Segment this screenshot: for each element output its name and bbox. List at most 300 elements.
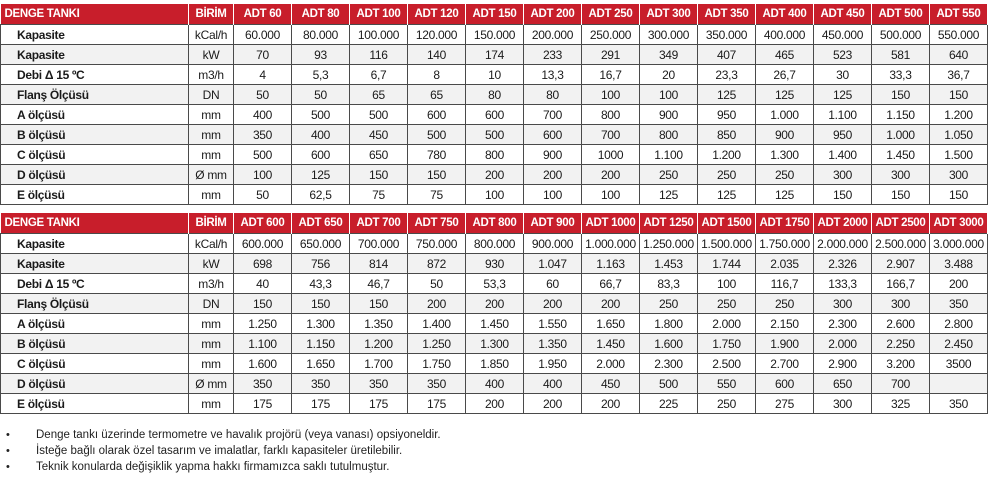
spec-table-2	[0, 213, 988, 414]
table-cell: 400	[524, 374, 582, 394]
table-cell: 2.000	[698, 314, 756, 334]
table-cell: 2.600	[872, 314, 930, 334]
table-cell: 200	[466, 165, 524, 185]
table-cell: 150	[930, 185, 988, 205]
table-cell: 100	[698, 274, 756, 294]
table-cell: 200.000	[524, 25, 582, 45]
row-label: Kapasite	[1, 234, 189, 254]
table-cell: 1.350	[350, 314, 408, 334]
row-label: Flanş Ölçüsü	[1, 294, 189, 314]
row-label: D ölçüsü	[1, 374, 189, 394]
table-cell: 250	[756, 294, 814, 314]
table-cell: 350	[234, 374, 292, 394]
table-cell: 850	[698, 125, 756, 145]
row-label: Kapasite	[1, 25, 189, 45]
bullet-icon: •	[6, 461, 10, 473]
table-cell: 2.907	[872, 254, 930, 274]
table-row	[1, 145, 988, 165]
table-cell: 450.000	[814, 25, 872, 45]
table-cell: 250	[698, 165, 756, 185]
table-cell: 1.200	[930, 105, 988, 125]
table-cell: 2.000	[582, 354, 640, 374]
table-cell: 150	[872, 85, 930, 105]
table-cell: 3500	[930, 354, 988, 374]
table-cell: 125	[814, 85, 872, 105]
row-label: A ölçüsü	[1, 314, 189, 334]
bullet-icon: •	[6, 445, 10, 457]
table-row	[1, 334, 988, 354]
table-cell: 250	[698, 394, 756, 414]
table-cell: 1.250	[234, 314, 292, 334]
model-header: ADT 1500	[698, 213, 756, 234]
table-cell: 900	[756, 125, 814, 145]
table-cell: 60	[524, 274, 582, 294]
table-cell: 3.000.000	[930, 234, 988, 254]
table-cell: 700	[524, 105, 582, 125]
row-unit: mm	[189, 185, 234, 205]
table-row	[1, 394, 988, 414]
unit-header: BİRİM	[189, 4, 234, 25]
header-row	[1, 213, 988, 234]
table-cell: 250.000	[582, 25, 640, 45]
table-cell: 550.000	[930, 25, 988, 45]
model-header: ADT 120	[408, 4, 466, 25]
table-cell: 450	[350, 125, 408, 145]
table-cell: 150	[292, 294, 350, 314]
table-cell: 80	[524, 85, 582, 105]
table-cell: 125	[698, 185, 756, 205]
row-label: B ölçüsü	[1, 125, 189, 145]
model-header: ADT 650	[292, 213, 350, 234]
model-header: ADT 100	[350, 4, 408, 25]
table-cell: 20	[640, 65, 698, 85]
table-cell: 1.750.000	[756, 234, 814, 254]
row-unit: mm	[189, 354, 234, 374]
table-cell: 150	[350, 294, 408, 314]
table-cell: 2.500.000	[872, 234, 930, 254]
table-cell: 780	[408, 145, 466, 165]
model-header: ADT 200	[524, 4, 582, 25]
row-unit: kCal/h	[189, 234, 234, 254]
table-cell: 1.900	[756, 334, 814, 354]
table-cell: 698	[234, 254, 292, 274]
table-cell: 50	[408, 274, 466, 294]
table-cell: 500	[408, 125, 466, 145]
table-cell: 116	[350, 45, 408, 65]
row-unit: mm	[189, 314, 234, 334]
table-cell: 125	[756, 85, 814, 105]
table-cell: 650.000	[292, 234, 350, 254]
row-unit: mm	[189, 125, 234, 145]
table-cell: 1.000.000	[582, 234, 640, 254]
table-cell: 1.100	[814, 105, 872, 125]
table-cell: 950	[814, 125, 872, 145]
table-cell: 66,7	[582, 274, 640, 294]
model-header: ADT 550	[930, 4, 988, 25]
table-cell: 1.300	[756, 145, 814, 165]
table-cell: 250	[640, 165, 698, 185]
table-cell: 814	[350, 254, 408, 274]
table-cell: 400	[234, 105, 292, 125]
table-cell: 175	[234, 394, 292, 414]
unit-header: BİRİM	[189, 213, 234, 234]
model-header: ADT 500	[872, 4, 930, 25]
table-cell: 175	[292, 394, 350, 414]
model-header: ADT 450	[814, 4, 872, 25]
table-cell: 650	[814, 374, 872, 394]
table-cell: 200	[466, 394, 524, 414]
table-cell: 1.650	[582, 314, 640, 334]
table-cell: 640	[930, 45, 988, 65]
table-cell: 275	[756, 394, 814, 414]
table-cell: 43,3	[292, 274, 350, 294]
row-label: A ölçüsü	[1, 105, 189, 125]
table-cell: 500	[466, 125, 524, 145]
table-cell: 250	[756, 165, 814, 185]
table-cell: 16,7	[582, 65, 640, 85]
table-cell: 125	[698, 85, 756, 105]
model-header: ADT 600	[234, 213, 292, 234]
table-cell: 500	[350, 105, 408, 125]
model-header: ADT 3000	[930, 213, 988, 234]
table-cell: 1.450	[582, 334, 640, 354]
model-header: ADT 2000	[814, 213, 872, 234]
table-cell: 200	[582, 165, 640, 185]
table-cell: 500	[292, 105, 350, 125]
table-cell: 174	[466, 45, 524, 65]
model-header: ADT 350	[698, 4, 756, 25]
table-cell: 60.000	[234, 25, 292, 45]
table-cell: 125	[292, 165, 350, 185]
table-cell: 26,7	[756, 65, 814, 85]
table-cell: 900.000	[524, 234, 582, 254]
row-unit: kCal/h	[189, 25, 234, 45]
row-unit: kW	[189, 45, 234, 65]
table-cell: 10	[466, 65, 524, 85]
table-row	[1, 85, 988, 105]
table-cell: 80.000	[292, 25, 350, 45]
table-cell: 700.000	[350, 234, 408, 254]
table-cell: 6,7	[350, 65, 408, 85]
model-header: ADT 750	[408, 213, 466, 234]
table-row	[1, 234, 988, 254]
table-header	[1, 213, 988, 234]
table-cell: 2.450	[930, 334, 988, 354]
table-row	[1, 105, 988, 125]
table-cell: 800	[640, 125, 698, 145]
table-cell: 75	[350, 185, 408, 205]
table-cell: 500.000	[872, 25, 930, 45]
table-row	[1, 25, 988, 45]
table-cell: 1.150	[872, 105, 930, 125]
table-cell: 350	[292, 374, 350, 394]
table-cell: 600	[408, 105, 466, 125]
table-cell: 200	[582, 294, 640, 314]
table-cell: 150	[930, 85, 988, 105]
table-cell: 150	[408, 165, 466, 185]
table-cell: 1.400	[814, 145, 872, 165]
table-cell: 100	[524, 185, 582, 205]
table-row	[1, 125, 988, 145]
model-header: ADT 400	[756, 4, 814, 25]
model-header: ADT 1000	[582, 213, 640, 234]
table-cell: 250	[698, 294, 756, 314]
model-header: ADT 800	[466, 213, 524, 234]
table-cell: 1.047	[524, 254, 582, 274]
table-cell: 1.453	[640, 254, 698, 274]
model-header: ADT 60	[234, 4, 292, 25]
table-cell: 1.100	[640, 145, 698, 165]
table-cell: 200	[524, 165, 582, 185]
table-cell: 1.300	[466, 334, 524, 354]
table-cell: 2.035	[756, 254, 814, 274]
table-row	[1, 65, 988, 85]
table-cell: 40	[234, 274, 292, 294]
table-cell: 300	[872, 294, 930, 314]
table-cell: 1.750	[408, 354, 466, 374]
table-cell: 2.250	[872, 334, 930, 354]
table-cell: 50	[234, 185, 292, 205]
table-cell: 1.000	[756, 105, 814, 125]
table-cell: 2.500	[698, 354, 756, 374]
table-cell: 581	[872, 45, 930, 65]
row-label: E ölçüsü	[1, 394, 189, 414]
table-cell: 300	[814, 165, 872, 185]
row-label: Kapasite	[1, 254, 189, 274]
table-cell: 349	[640, 45, 698, 65]
table-cell: 800.000	[466, 234, 524, 254]
table-cell: 5,3	[292, 65, 350, 85]
table-cell: 400	[466, 374, 524, 394]
table-cell: 1.400	[408, 314, 466, 334]
table-cell: 400.000	[756, 25, 814, 45]
table-cell: 1000	[582, 145, 640, 165]
table-title: DENGE TANKI	[1, 213, 189, 234]
row-label: D ölçüsü	[1, 165, 189, 185]
note-text: Teknik konularda değişiklik yapma hakkı firmamızca saklı tutulmuştur.	[36, 461, 390, 473]
table-cell: 1.500.000	[698, 234, 756, 254]
table-row	[1, 354, 988, 374]
table-cell: 1.700	[350, 354, 408, 374]
model-header: ADT 1750	[756, 213, 814, 234]
table-cell: 2.300	[640, 354, 698, 374]
table-cell: 1.100	[234, 334, 292, 354]
table-row	[1, 294, 988, 314]
row-unit: mm	[189, 334, 234, 354]
table-cell: 1.350	[524, 334, 582, 354]
table-cell: 1.950	[524, 354, 582, 374]
table-cell: 150	[234, 294, 292, 314]
table-cell: 100	[466, 185, 524, 205]
table-cell: 50	[292, 85, 350, 105]
notes-list	[6, 427, 441, 475]
table-cell: 233	[524, 45, 582, 65]
table-cell: 2.900	[814, 354, 872, 374]
table-cell: 2.326	[814, 254, 872, 274]
table-cell: 200	[582, 394, 640, 414]
row-unit: Ø mm	[189, 165, 234, 185]
row-label: C ölçüsü	[1, 354, 189, 374]
table-cell: 300	[814, 394, 872, 414]
row-label: Debi Δ 15 ºC	[1, 65, 189, 85]
table-cell: 465	[756, 45, 814, 65]
table-cell: 4	[234, 65, 292, 85]
table-cell: 400	[292, 125, 350, 145]
table-cell: 2.150	[756, 314, 814, 334]
note-item	[6, 443, 441, 459]
table-cell: 100	[640, 85, 698, 105]
table-cell: 250	[640, 294, 698, 314]
table-cell: 350	[930, 394, 988, 414]
table-row	[1, 274, 988, 294]
table-cell: 600	[466, 105, 524, 125]
table-cell-empty	[930, 374, 988, 394]
table-row	[1, 45, 988, 65]
row-label: C ölçüsü	[1, 145, 189, 165]
table-cell: 100	[582, 85, 640, 105]
table-cell: 1.000	[872, 125, 930, 145]
table-cell: 150	[814, 185, 872, 205]
table-cell: 1.250	[408, 334, 466, 354]
table-cell: 1.750	[698, 334, 756, 354]
table-row	[1, 374, 988, 394]
table-cell: 350	[234, 125, 292, 145]
table-cell: 13,3	[524, 65, 582, 85]
table-cell: 100	[582, 185, 640, 205]
table-cell: 1.500	[930, 145, 988, 165]
table-cell: 300	[814, 294, 872, 314]
table-row	[1, 185, 988, 205]
table-cell: 23,3	[698, 65, 756, 85]
table-cell: 600	[756, 374, 814, 394]
row-unit: Ø mm	[189, 374, 234, 394]
model-header: ADT 300	[640, 4, 698, 25]
table-cell: 200	[524, 294, 582, 314]
table-row	[1, 314, 988, 334]
table-cell: 200	[930, 274, 988, 294]
table-cell: 1.050	[930, 125, 988, 145]
table-cell: 175	[350, 394, 408, 414]
table-header	[1, 4, 988, 25]
table-cell: 125	[640, 185, 698, 205]
table-cell: 600	[292, 145, 350, 165]
row-label: Flanş Ölçüsü	[1, 85, 189, 105]
table-cell: 872	[408, 254, 466, 274]
row-unit: DN	[189, 85, 234, 105]
table-cell: 550	[698, 374, 756, 394]
table-cell: 1.600	[234, 354, 292, 374]
table-cell: 450	[582, 374, 640, 394]
model-header: ADT 150	[466, 4, 524, 25]
table-cell: 93	[292, 45, 350, 65]
table-cell: 756	[292, 254, 350, 274]
row-label: Kapasite	[1, 45, 189, 65]
row-unit: mm	[189, 105, 234, 125]
table-cell: 291	[582, 45, 640, 65]
table-cell: 100.000	[350, 25, 408, 45]
table-cell: 140	[408, 45, 466, 65]
table-cell: 65	[408, 85, 466, 105]
table-cell: 225	[640, 394, 698, 414]
note-text: Denge tankı üzerinde termometre ve havalık projörü (veya vanası) opsiyoneldir.	[36, 429, 441, 441]
table-cell: 600.000	[234, 234, 292, 254]
table-cell: 2.000.000	[814, 234, 872, 254]
table-cell: 166,7	[872, 274, 930, 294]
table-body	[1, 234, 988, 414]
table-cell: 700	[582, 125, 640, 145]
table-row	[1, 165, 988, 185]
row-unit: mm	[189, 394, 234, 414]
model-header: ADT 700	[350, 213, 408, 234]
table-cell: 150	[872, 185, 930, 205]
table-cell: 8	[408, 65, 466, 85]
table-cell: 100	[234, 165, 292, 185]
table-cell: 650	[350, 145, 408, 165]
model-header: ADT 900	[524, 213, 582, 234]
table-cell: 750.000	[408, 234, 466, 254]
table-cell: 33,3	[872, 65, 930, 85]
table-cell: 350.000	[698, 25, 756, 45]
table-cell: 2.800	[930, 314, 988, 334]
table-cell: 2.300	[814, 314, 872, 334]
table-cell: 350	[350, 374, 408, 394]
table-cell: 523	[814, 45, 872, 65]
table-cell: 80	[466, 85, 524, 105]
table-cell: 120.000	[408, 25, 466, 45]
table-cell: 300.000	[640, 25, 698, 45]
row-unit: m3/h	[189, 274, 234, 294]
table-cell: 1.450	[872, 145, 930, 165]
table-cell: 65	[350, 85, 408, 105]
row-label: B ölçüsü	[1, 334, 189, 354]
table-cell: 2.000	[814, 334, 872, 354]
table-cell: 200	[524, 394, 582, 414]
table-cell: 1.650	[292, 354, 350, 374]
table-cell: 150.000	[466, 25, 524, 45]
bullet-icon: •	[6, 429, 10, 441]
table-cell: 1.850	[466, 354, 524, 374]
row-unit: DN	[189, 294, 234, 314]
table-cell: 200	[466, 294, 524, 314]
table-cell: 2.700	[756, 354, 814, 374]
table-cell: 50	[234, 85, 292, 105]
table-cell: 500	[640, 374, 698, 394]
table-cell: 1.250.000	[640, 234, 698, 254]
row-unit: mm	[189, 145, 234, 165]
table-cell: 133,3	[814, 274, 872, 294]
table-cell: 62,5	[292, 185, 350, 205]
spec-table-1	[0, 4, 988, 205]
table-cell: 300	[872, 165, 930, 185]
table-row	[1, 254, 988, 274]
model-header: ADT 80	[292, 4, 350, 25]
table-cell: 83,3	[640, 274, 698, 294]
table-cell: 900	[640, 105, 698, 125]
note-item	[6, 459, 441, 475]
note-item	[6, 427, 441, 443]
table-cell: 325	[872, 394, 930, 414]
model-header: ADT 250	[582, 4, 640, 25]
table-cell: 175	[408, 394, 466, 414]
table-cell: 800	[466, 145, 524, 165]
table-cell: 70	[234, 45, 292, 65]
table-cell: 1.600	[640, 334, 698, 354]
table-cell: 1.744	[698, 254, 756, 274]
table-cell: 30	[814, 65, 872, 85]
model-header: ADT 2500	[872, 213, 930, 234]
table-cell: 350	[930, 294, 988, 314]
table-cell: 125	[756, 185, 814, 205]
